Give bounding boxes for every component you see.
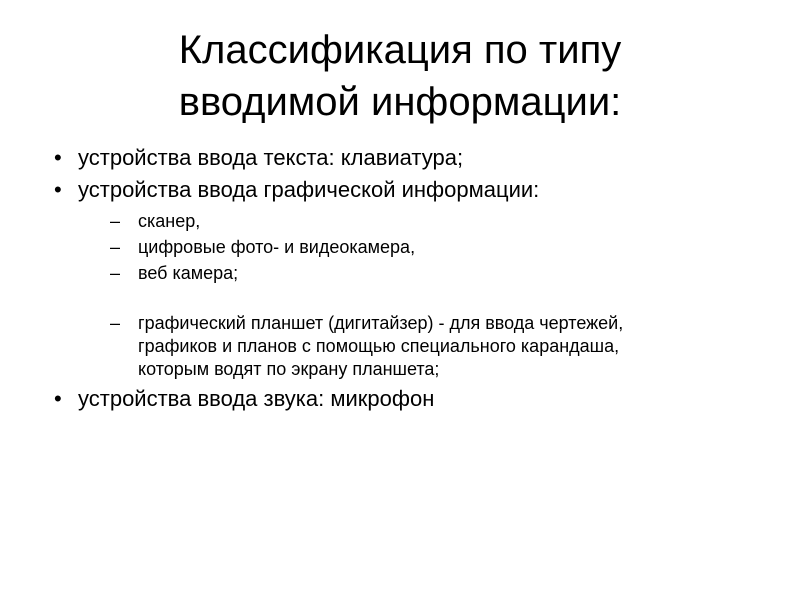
sub-item-text: сканер,	[138, 211, 201, 231]
slide-title	[40, 24, 760, 128]
sub-item-text: цифровые фото- и видеокамера,	[138, 237, 416, 257]
slide-title-line-2: вводимой информации:	[178, 80, 622, 124]
bullet-text: устройства ввода звука: микрофон	[78, 386, 435, 411]
bullet-marker-icon: •	[54, 145, 62, 170]
dash-marker-icon: –	[110, 211, 121, 231]
sub-item-line: которым водят по экрану планшета;	[138, 359, 440, 379]
dash-marker-icon: –	[110, 263, 121, 283]
sub-item-line: графический планшет (дигитайзер) - для ввода чертежей,	[138, 313, 624, 333]
bullet-marker-icon: •	[54, 386, 62, 411]
sub-list	[78, 208, 772, 381]
sub-item	[78, 312, 772, 381]
bullet-list	[52, 142, 772, 415]
dash-marker-icon: –	[110, 237, 121, 257]
sub-item	[78, 208, 772, 234]
bullet-text: устройства ввода текста: клавиатура;	[78, 145, 464, 170]
bullet-marker-icon: •	[54, 177, 62, 202]
sub-item-line: графиков и планов с помощью специального карандаша,	[138, 336, 620, 356]
bullet-item	[52, 383, 772, 415]
sub-item	[78, 234, 772, 260]
dash-marker-icon: –	[110, 313, 121, 333]
bullet-item	[52, 174, 772, 381]
sub-item-text: веб камера;	[138, 263, 239, 283]
spacer	[78, 286, 772, 312]
bullet-text: устройства ввода графической информации:	[78, 177, 540, 202]
slide-title-line-1: Классификация по типу	[178, 28, 622, 72]
bullet-item	[52, 142, 772, 174]
sub-item	[78, 260, 772, 286]
